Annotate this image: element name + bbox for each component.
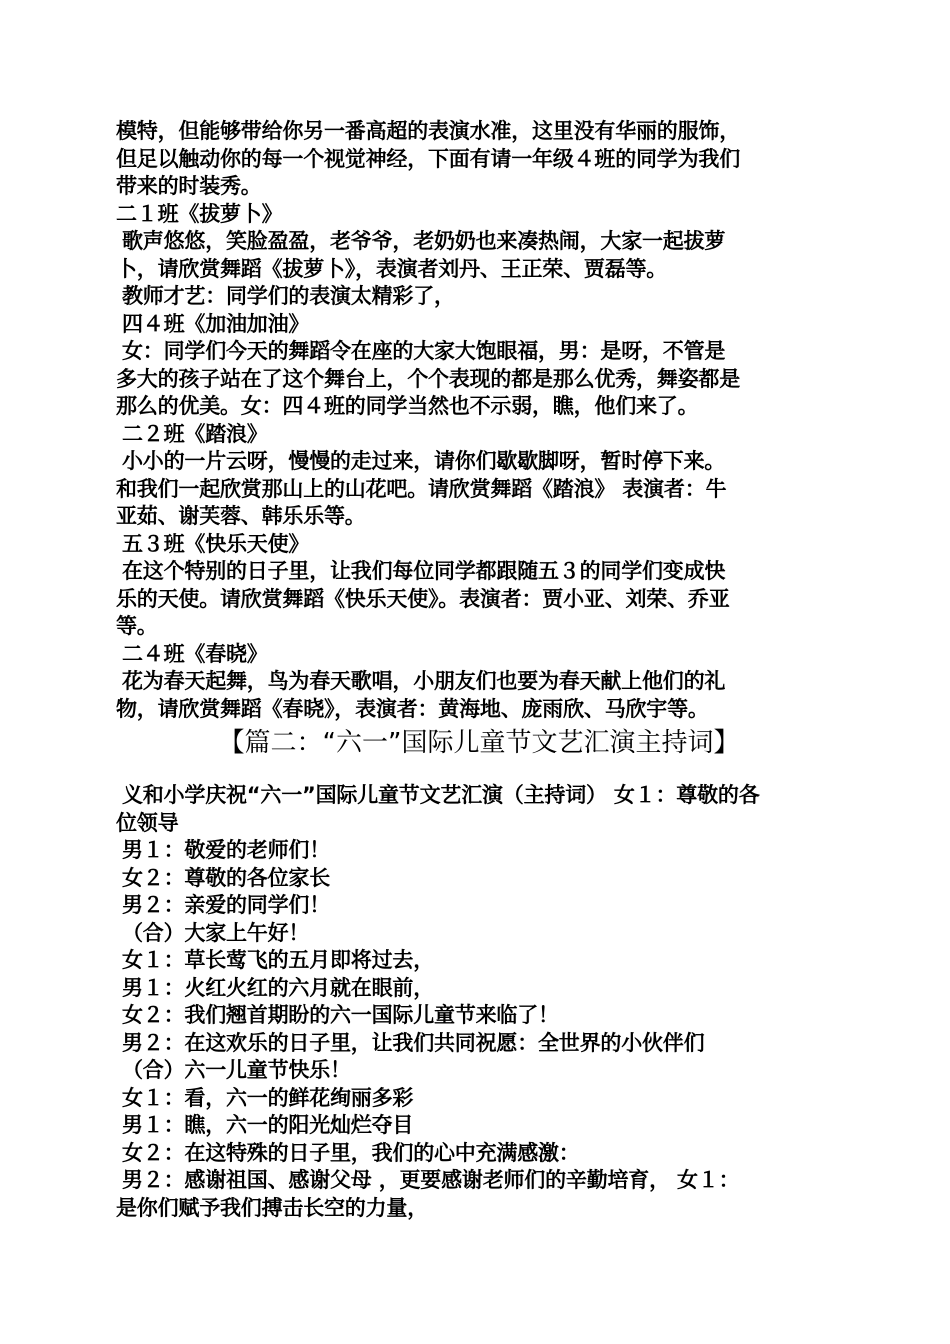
dialogue-line: （合）大家上午好！ [122, 920, 310, 945]
text-line: 但足以触动你的每一个视觉神经，下面有请一年级４班的同学为我们 [116, 146, 740, 171]
text-line: 教师才艺：同学们的表演太精彩了， [122, 284, 455, 308]
text-line: 模特，但能够带给你另一番高超的表演水准，这里没有华丽的服饰， [116, 119, 740, 143]
text-line: 义和小学庆祝“六一”国际儿童节文艺汇演（主持词） 女１：尊敬的各 [122, 783, 760, 807]
dialogue-line: （合）六一儿童节快乐！ [122, 1058, 351, 1082]
dialogue-line: 女１：草长莺飞的五月即将过去， [122, 948, 434, 972]
dialogue-line: 女１：看，六一的鲜花绚丽多彩 [122, 1085, 414, 1110]
text-line: 在这个特别的日子里，让我们每位同学都跟随五３的同学们变成快 [122, 559, 726, 583]
text-line: 和我们一起欣赏那山上的山花吧。请欣赏舞蹈《踏浪》 表演者：牛 [116, 476, 727, 501]
dialogue-line: 男２：亲爱的同学们！ [122, 893, 330, 917]
text-line: 歌声悠悠，笑脸盈盈，老爷爷，老奶奶也来凑热闹，大家一起拔萝 [122, 229, 726, 253]
dialogue-line: 男１：火红火红的六月就在眼前， [122, 975, 434, 1000]
text-line: 女：同学们今天的舞蹈令在座的大家大饱眼福，男：是呀，不管是 [122, 339, 726, 363]
section-1 [116, 118, 842, 723]
text-line: 带来的时装秀。 [116, 174, 262, 198]
text-line: 卜，请欣赏舞蹈《拔萝卜》，表演者刘丹、王正荣、贾磊等。 [116, 256, 668, 281]
dialogue-line: 女２：在这特殊的日子里，我们的心中充满感激： [122, 1140, 580, 1165]
section-heading: 【篇二：“六一”国际儿童节文艺汇演主持词】 [218, 728, 740, 758]
dialogue-line: 女２：我们翘首期盼的六一国际儿童节来临了！ [122, 1003, 559, 1027]
program-title: 四４班《加油加油》 [122, 311, 310, 336]
text-line: 亚茹、谢芙蓉、韩乐乐等。 [116, 504, 366, 528]
text-line: 乐的天使。请欣赏舞蹈《快乐天使》。表演者：贾小亚、刘荣、乔亚 [116, 586, 730, 611]
dialogue-line: 男１：瞧，六一的阳光灿烂夺目 [122, 1113, 414, 1137]
program-title: 二２班《踏浪》 [122, 421, 268, 446]
text-line: 多大的孩子站在了这个舞台上，个个表现的都是那么优秀，舞姿都是 [116, 366, 740, 391]
program-title: 五３班《快乐天使》 [122, 531, 310, 556]
dialogue-line: 男２：感谢祖国、感谢父母 ，更要感谢老师们的辛勤培育， 女１： [122, 1168, 740, 1192]
dialogue-line: 女２：尊敬的各位家长 [122, 865, 330, 890]
text-line: 小小的一片云呀，慢慢的走过来，请你们歇歇脚呀，暂时停下来。 [122, 449, 726, 473]
text-line: 等。 [116, 614, 158, 638]
dialogue-line: 是你们赋予我们搏击长空的力量， [116, 1195, 428, 1220]
text-line: 位领导 [116, 810, 179, 835]
text-line: 花为春天起舞，鸟为春天歌唱，小朋友们也要为春天献上他们的礼 [122, 669, 726, 693]
program-title: 二１班《拔萝卜》 [116, 201, 283, 226]
dialogue-line: 男２：在这欢乐的日子里，让我们共同祝愿：全世界的小伙伴们 [122, 1030, 705, 1055]
text-line: 那么的优美。女：四４班的同学当然也不示弱，瞧，他们来了。 [116, 394, 699, 418]
text-line: 物，请欣赏舞蹈《春晓》，表演者：黄海地、庞雨欣、马欣宇等。 [116, 696, 709, 721]
section-2 [116, 782, 842, 1222]
program-title: 二４班《春晓》 [122, 641, 268, 666]
dialogue-line: 男１：敬爱的老师们！ [122, 838, 330, 862]
